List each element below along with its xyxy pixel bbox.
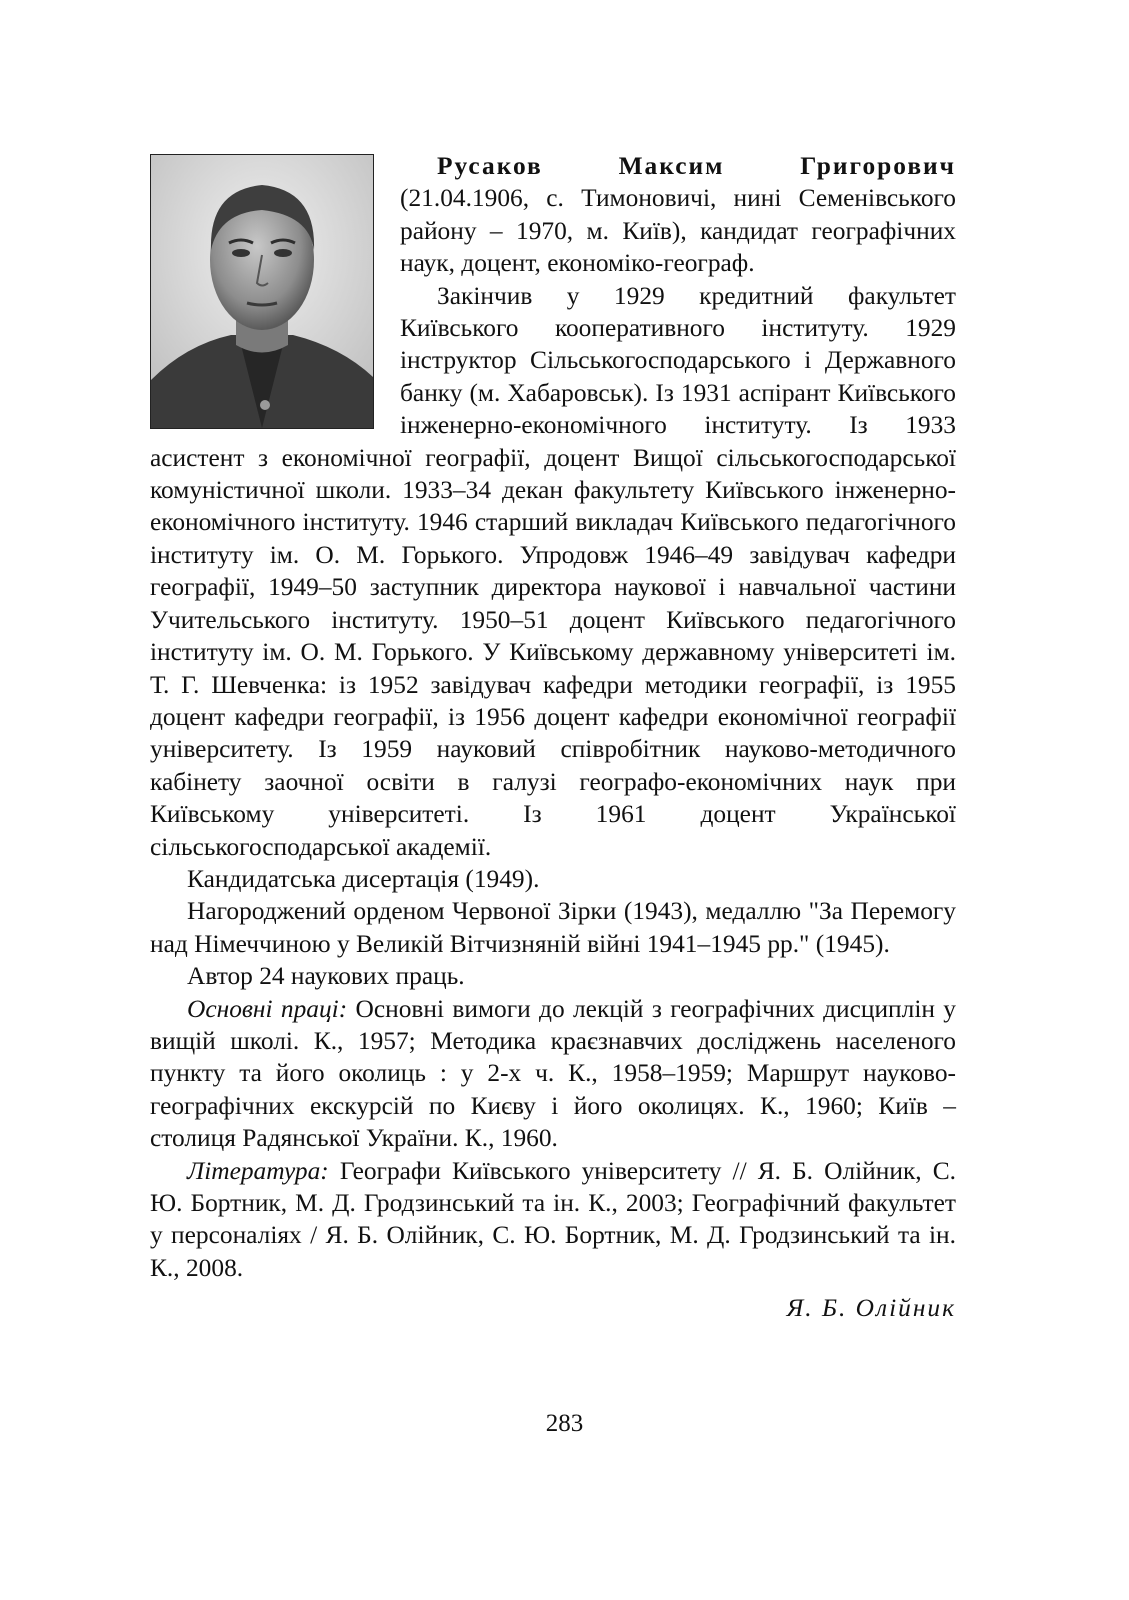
career-paragraph: Закінчив у 1929 кредитний факультет Київського кооперативного інституту. 1929 інструктор Сільськогосподарського і Державного банку (м. Хабаровськ). Із 1931 аспірант Київського інженерно-економічного інституту. Із 1933 асистент з економічної географії, доцент Вищої сільськогосподарської комуністичної школи. 1933–34 декан факультету Київського інженерно-економічного інституту. 1946 старший викладач Київського педагогічного інституту ім. О. М. Горького. Упродовж 1946–49 завідувач кафедри географії, 1949–50 заступник директора наукової і навчальної частини Учительського інституту. 1950–51 доцент Київського педагогічного інституту ім. О. М. Горького. У Київському державному університеті ім. Т. Г. Шевченка: із 1952 завідувач кафедри методики географії, із 1955 доцент кафедри географії, із 1956 доцент кафедри економічної географії університету. Із 1959 науковий співробітник науково-методичного кабінету заочної освіти в галузі географо-економічних наук при Київському університеті. Із 1961 доцент Української сільськогосподарської академії. [150, 281, 956, 861]
article [150, 150, 956, 1325]
works-count-paragraph: Автор 24 наукових праць. [187, 962, 465, 991]
awards-paragraph: Нагороджений орденом Червоної Зірки (1943), медаллю "За Перемогу над Німеччиною у Великій Вітчизняній війні 1941–1945 рр." (1945). [150, 897, 956, 958]
works-paragraph [150, 993, 956, 1155]
article-author: Я. Б. Олійник [786, 1294, 956, 1323]
intro-text: (21.04.1906, с. Тимоновичі, нині Семенівського району – 1970, м. Київ), кандидат географічних наук, доцент, економіко-географ. [400, 184, 956, 278]
works-text: Основні вимоги до лекцій з географічних дисциплін у вищій школі. К., 1957; Методика краєзнавчих досліджень населеного пункту та його околиць : у 2-х ч. К., 1958–1959; Маршрут науково-географічних екскурсій по Києву і його околицях. К., 1960; Київ – столиця Радянської України. К., 1960. [150, 994, 956, 1153]
article-body [150, 150, 956, 1284]
page-number: 283 [545, 1410, 584, 1437]
portrait-icon [151, 155, 373, 428]
portrait-photo [150, 154, 374, 429]
person-name: Русаков Максим Григорович [437, 152, 956, 180]
literature-paragraph [150, 1155, 956, 1285]
works-label: Основні праці: [187, 994, 348, 1023]
literature-text: Географи Київського університету // Я. Б. Олійник, С. Ю. Бортник, М. Д. Гродзинський та ін. К., 2003; Географічний факультет у персоналіях / Я. Б. Олійник, С. Ю. Бортник, М. Д. Гродзинський та ін. К., 2008. [150, 1156, 956, 1282]
dissertation-paragraph: Кандидатська дисертація (1949). [187, 864, 540, 893]
literature-label: Література: [187, 1156, 329, 1185]
